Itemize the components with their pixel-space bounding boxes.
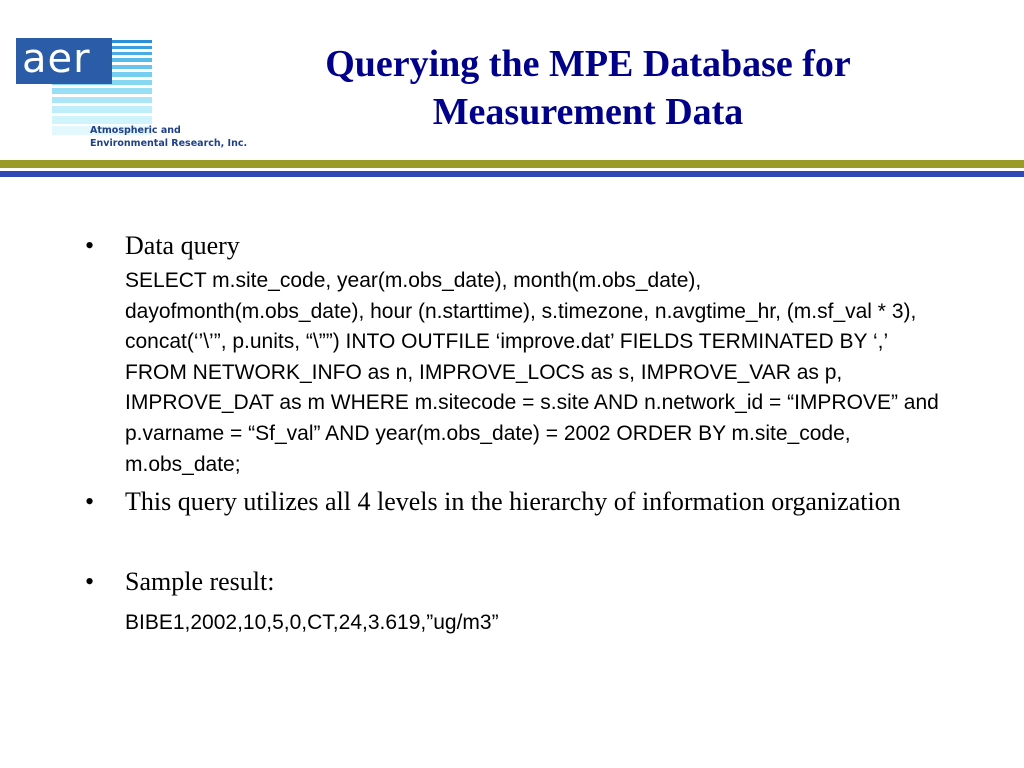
- bullet-heading: Sample result:: [125, 567, 275, 597]
- company-logo: [16, 38, 256, 158]
- title-line-2: Measurement Data: [432, 91, 744, 133]
- divider-blue: [0, 171, 1024, 177]
- slide-content: [85, 228, 945, 638]
- sample-result-text: BIBE1,2002,10,5,0,CT,24,3.619,”ug/m3”: [125, 611, 499, 635]
- logo-box: [16, 38, 112, 84]
- bullet-heading: Data query: [125, 231, 240, 260]
- bullet-heading: This query utilizes all 4 levels in the hierarchy of information organization: [125, 487, 901, 517]
- bullet-hierarchy: [85, 484, 945, 520]
- bullet-dot: •: [85, 487, 95, 517]
- page-title: [248, 40, 928, 136]
- bullet-data-query: [85, 228, 945, 480]
- logo-text: aer: [22, 36, 91, 82]
- bullet-dot: •: [85, 567, 95, 597]
- title-line-1: Querying the MPE Database for: [325, 43, 851, 85]
- bullet-dot: •: [85, 231, 95, 260]
- logo-subtitle: Atmospheric and Environmental Research, Inc.: [90, 125, 248, 149]
- divider-olive: [0, 160, 1024, 168]
- sql-query-text: SELECT m.site_code, year(m.obs_date), month(m.obs_date), dayofmonth(m.obs_date), hour (n.starttime), s.timezone, n.avgtime_hr, (m.sf_val * 3), concat(‘’\’”, p.units, “\””) INTO OUTFILE ‘improve.dat’ FIELDS TERMINATED BY ‘,’ FROM NETWORK_INFO as n, IMPROVE_LOCS as s, IMPROVE_VAR as p, IMPROVE_DAT as m WHERE m.sitecode = s.site AND n.network_id = “IMPROVE” and p.varname = “Sf_val” AND year(m.obs_date) = 2002 ORDER BY m.site_code, m.obs_date;: [125, 269, 939, 476]
- bullet-sample-result: [85, 564, 945, 638]
